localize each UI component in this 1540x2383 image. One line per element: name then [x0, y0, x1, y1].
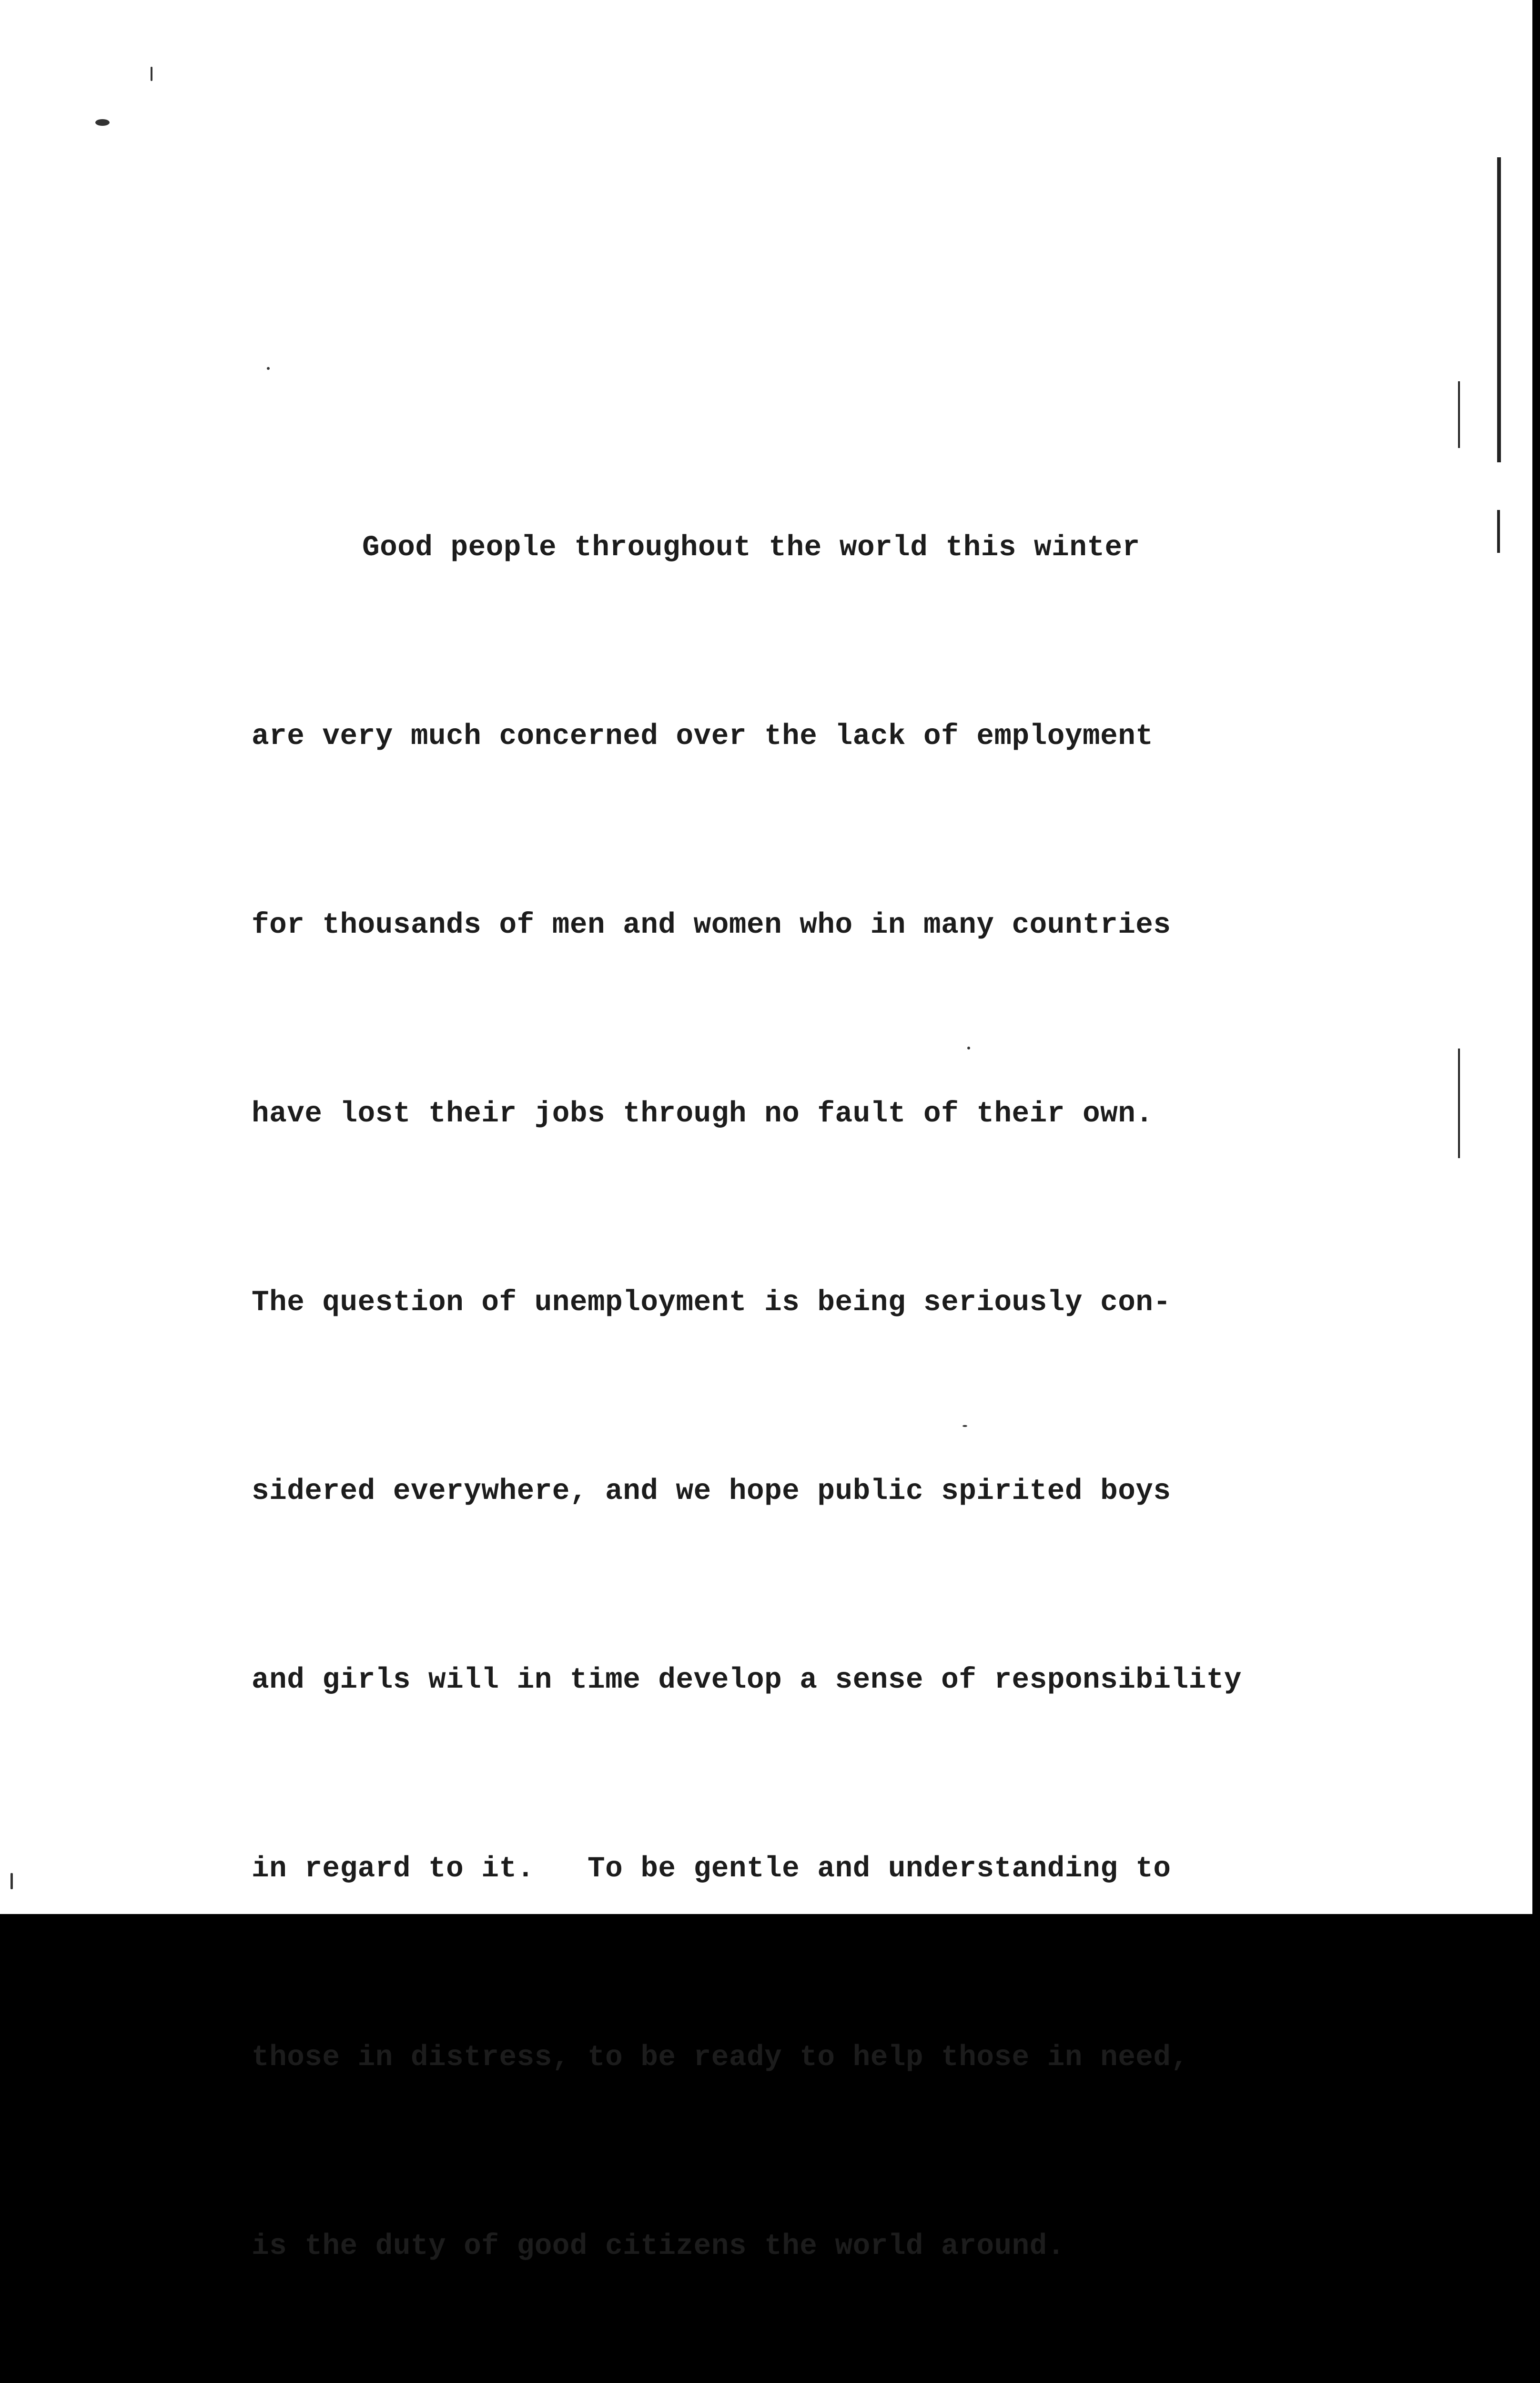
text-line: in regard to it. To be gentle and understanding to [252, 1853, 1171, 1885]
scan-speck [151, 67, 152, 81]
text-line: The question of unemployment is being seriously con- [252, 1286, 1171, 1319]
text-line: is the duty of good citizens the world around. [252, 2230, 1065, 2263]
letter-body [252, 391, 1348, 2383]
scan-speck [95, 119, 110, 126]
scan-edge-mark [1458, 381, 1460, 448]
scan-edge-mark [1497, 510, 1500, 553]
scan-edge-mark [1497, 157, 1501, 462]
scan-speck [267, 367, 270, 370]
scan-edge-mark [1458, 1049, 1460, 1158]
text-line: Good people throughout the world this winter [362, 531, 1140, 564]
text-line: those in distress, to be ready to help those in need, [252, 2041, 1189, 2074]
scan-speck [10, 1873, 13, 1889]
text-line: are very much concerned over the lack of employment [252, 720, 1154, 753]
text-line: for thousands of men and women who in many countries [252, 909, 1171, 942]
text-line: and girls will in time develop a sense of responsibility [252, 1664, 1242, 1697]
text-line: have lost their jobs through no fault of their own. [252, 1098, 1154, 1130]
text-line: sidered everywhere, and we hope public spirited boys [252, 1475, 1171, 1508]
